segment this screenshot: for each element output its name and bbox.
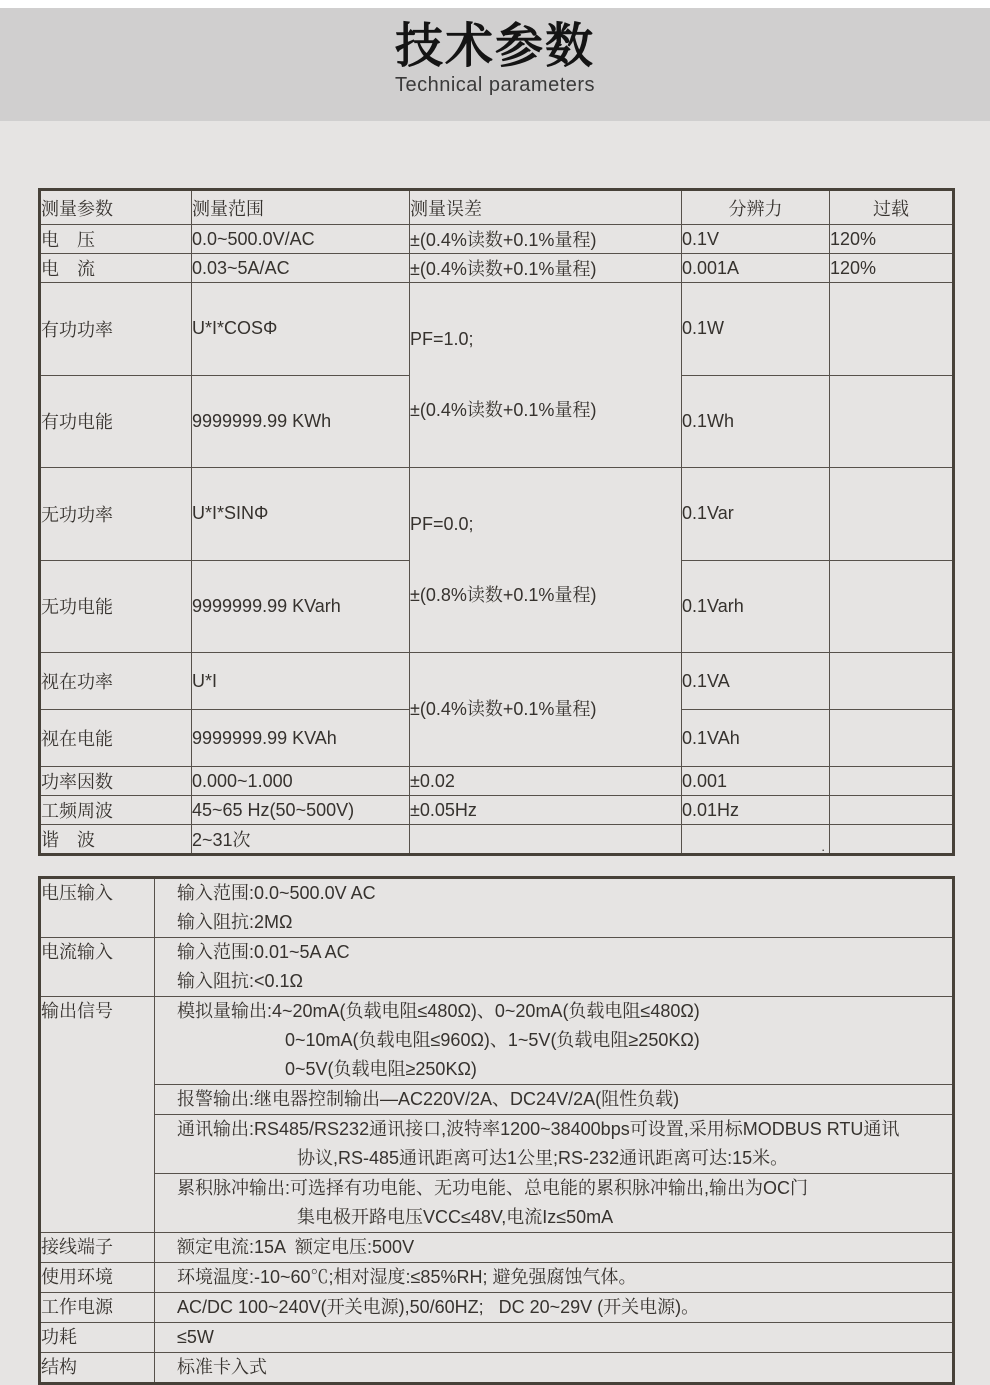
empty-cell	[830, 283, 954, 376]
range-cell: 9999999.99 KVarh	[192, 560, 410, 653]
content-line: 0~5V(负载电阻≥250KΩ)	[285, 1059, 477, 1079]
row-label: 电流输入	[40, 938, 155, 997]
error-line: PF=1.0;	[410, 329, 474, 349]
col-header-param: 测量参数	[40, 190, 192, 225]
spec-header-row	[40, 190, 954, 225]
error-cell: ±(0.4%读数+0.1%量程)	[410, 225, 682, 254]
error-line: ±(0.4%读数+0.1%量程)	[410, 400, 597, 420]
empty-cell	[410, 825, 682, 855]
artifact-dot: .	[682, 825, 830, 855]
param-cell: 电 流	[40, 254, 192, 283]
resolution-cell: 0.001A	[682, 254, 830, 283]
content-line: 通讯输出:RS485/RS232通讯接口,波特率1200~38400bps可设置,采用标MODBUS RTU通讯	[177, 1119, 900, 1139]
row-label: 结构	[40, 1353, 155, 1384]
row-label: 使用环境	[40, 1263, 155, 1293]
error-cell: ±0.02	[410, 767, 682, 796]
output-section-pulse	[155, 1173, 952, 1232]
col-header-resolution: 分辨力	[682, 190, 830, 225]
content-line: 协议,RS-485通讯距离可达1公里;RS-232通讯距离可达:15米。	[297, 1148, 789, 1168]
content-line: 输入范围:0.0~500.0V AC	[177, 883, 376, 903]
range-cell: 0.03~5A/AC	[192, 254, 410, 283]
error-line: PF=0.0;	[410, 514, 474, 534]
resolution-cell: 0.1Varh	[682, 560, 830, 653]
error-cell: ±0.05Hz	[410, 796, 682, 825]
table-row-output-signal	[40, 997, 954, 1233]
table-row-voltage-input	[40, 878, 954, 938]
range-cell: 0.0~500.0V/AC	[192, 225, 410, 254]
output-section-alarm	[155, 1084, 952, 1114]
resolution-cell: 0.1V	[682, 225, 830, 254]
param-cell: 视在功率	[40, 653, 192, 710]
content-line: 0~10mA(负载电阻≤960Ω)、1~5V(负载电阻≥250KΩ)	[285, 1030, 700, 1050]
content-line: 额定电流:15A 额定电压:500V	[177, 1237, 415, 1257]
spec-table	[38, 188, 955, 856]
empty-cell	[830, 767, 954, 796]
empty-cell	[830, 710, 954, 767]
resolution-cell: 0.1VA	[682, 653, 830, 710]
param-cell: 有功功率	[40, 283, 192, 376]
content-line: 输入阻抗:<0.1Ω	[177, 971, 303, 991]
row-content	[155, 938, 954, 997]
error-cell-merged	[410, 283, 682, 468]
content-line: 标准卡入式	[177, 1357, 267, 1377]
error-cell-merged	[410, 468, 682, 653]
range-cell: 9999999.99 KVAh	[192, 710, 410, 767]
error-line: ±(0.4%读数+0.1%量程)	[410, 699, 597, 719]
content-line: 累积脉冲输出:可选择有功电能、无功电能、总电能的累积脉冲输出,输出为OC门	[177, 1178, 808, 1198]
table-row-active-power	[40, 283, 954, 376]
param-cell: 电 压	[40, 225, 192, 254]
table-row-terminals	[40, 1233, 954, 1263]
table-row-harmonics	[40, 825, 954, 855]
page-subtitle: Technical parameters	[394, 74, 596, 96]
table-row-power-factor	[40, 767, 954, 796]
error-line: ±(0.8%读数+0.1%量程)	[410, 585, 597, 605]
table-row-current	[40, 254, 954, 283]
row-label: 工作电源	[40, 1293, 155, 1323]
content-line: 输入阻抗:2MΩ	[177, 912, 293, 932]
param-cell: 工频周波	[40, 796, 192, 825]
row-content	[155, 1353, 954, 1384]
content-line: ≤5W	[177, 1327, 214, 1347]
row-content	[155, 878, 954, 938]
empty-cell	[830, 560, 954, 653]
table-row-voltage	[40, 225, 954, 254]
title-band	[0, 8, 990, 121]
row-content	[155, 1233, 954, 1263]
param-cell: 视在电能	[40, 710, 192, 767]
error-cell-merged	[410, 653, 682, 767]
table-row-power-supply	[40, 1293, 954, 1323]
row-content	[155, 1263, 954, 1293]
col-header-range: 测量范围	[192, 190, 410, 225]
table-row-frequency	[40, 796, 954, 825]
page-title: 技术参数	[394, 20, 595, 73]
table-row-reactive-power	[40, 468, 954, 561]
table-row-consumption	[40, 1323, 954, 1353]
empty-cell	[830, 653, 954, 710]
row-label: 电压输入	[40, 878, 155, 938]
row-label: 输出信号	[40, 997, 155, 1233]
empty-cell	[830, 468, 954, 561]
param-cell: 谐 波	[40, 825, 192, 855]
table-row-current-input	[40, 938, 954, 997]
content-line: 模拟量输出:4~20mA(负载电阻≤480Ω)、0~20mA(负载电阻≤480Ω)	[177, 1001, 700, 1021]
range-cell: U*I*COSΦ	[192, 283, 410, 376]
table-row-structure	[40, 1353, 954, 1384]
row-content	[155, 1293, 954, 1323]
row-label: 功耗	[40, 1323, 155, 1353]
output-section-analog	[155, 997, 952, 1084]
empty-cell	[830, 825, 954, 855]
content-line: 环境温度:-10~60℃;相对湿度:≤85%RH; 避免强腐蚀气体。	[177, 1267, 637, 1287]
row-content	[155, 997, 954, 1233]
top-white-strip	[0, 0, 990, 8]
range-cell: U*I	[192, 653, 410, 710]
row-content	[155, 1323, 954, 1353]
content-line: AC/DC 100~240V(开关电源),50/60HZ; DC 20~29V (开关电源)。	[177, 1297, 700, 1317]
resolution-cell: 0.1W	[682, 283, 830, 376]
resolution-cell: 0.1Wh	[682, 375, 830, 468]
range-cell: 45~65 Hz(50~500V)	[192, 796, 410, 825]
param-cell: 功率因数	[40, 767, 192, 796]
range-cell: 2~31次	[192, 825, 410, 855]
param-cell: 无功功率	[40, 468, 192, 561]
resolution-cell: 0.001	[682, 767, 830, 796]
detail-table	[38, 876, 955, 1385]
content-line: 集电极开路电压VCC≤48V,电流Iz≤50mA	[297, 1207, 614, 1227]
table-row-environment	[40, 1263, 954, 1293]
range-cell: 0.000~1.000	[192, 767, 410, 796]
col-header-error: 测量误差	[410, 190, 682, 225]
table-row-apparent-power	[40, 653, 954, 710]
col-header-overload: 过载	[830, 190, 954, 225]
row-label: 接线端子	[40, 1233, 155, 1263]
resolution-cell: 0.1VAh	[682, 710, 830, 767]
error-cell: ±(0.4%读数+0.1%量程)	[410, 254, 682, 283]
overload-cell: 120%	[830, 254, 954, 283]
output-section-comm	[155, 1114, 952, 1173]
empty-cell	[830, 375, 954, 468]
resolution-cell: 0.1Var	[682, 468, 830, 561]
content-line: 输入范围:0.01~5A AC	[177, 942, 350, 962]
content-line: 报警输出:继电器控制输出—AC220V/2A、DC24V/2A(阻性负载)	[177, 1089, 680, 1109]
param-cell: 有功电能	[40, 375, 192, 468]
range-cell: U*I*SINΦ	[192, 468, 410, 561]
overload-cell: 120%	[830, 225, 954, 254]
empty-cell	[830, 796, 954, 825]
param-cell: 无功电能	[40, 560, 192, 653]
resolution-cell: 0.01Hz	[682, 796, 830, 825]
range-cell: 9999999.99 KWh	[192, 375, 410, 468]
